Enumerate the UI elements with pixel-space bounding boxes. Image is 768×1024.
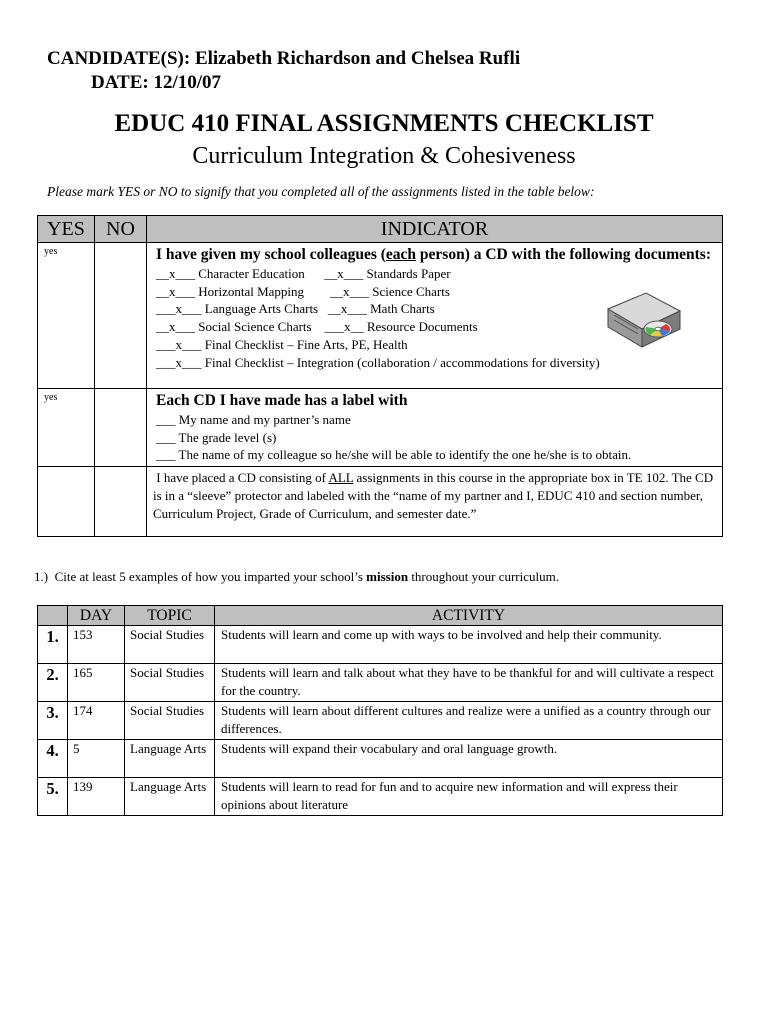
day-cell: 5	[68, 740, 125, 778]
blank-line: ___	[156, 412, 176, 427]
document-item: __x___ Horizontal Mapping __x___ Science Charts	[156, 283, 450, 299]
box-text-end: assignments in this course in the appropriate box in TE 102. The CD is in a “sleeve” protector and labeled with the “name of my partner and I, EDUC 410 and section number, Curriculum Project, Grade of Curriculum, and semester date.”	[153, 470, 714, 521]
indicator-cell	[147, 243, 723, 389]
blank-line: ___	[156, 447, 176, 463]
box-emphasis: ALL	[328, 470, 354, 486]
heading-text-end: person) a CD with the following documents:	[416, 246, 711, 263]
document-item: ___x___ Language Arts Charts __x___ Math Charts	[156, 301, 435, 317]
document-item: __x___ Character Education __x___ Standards Paper	[156, 266, 451, 281]
activity-cell: Students will learn about different cultures and realize were a unified as a country through our differences.	[215, 702, 723, 740]
activity-cell: Students will learn and talk about what they have to be thankful for and will cultivate a respect for the country.	[215, 664, 723, 702]
no-cell	[95, 389, 147, 467]
activity-cell: Students will learn to read for fun and to acquire new information and will express their opinions about literature	[215, 778, 723, 816]
topic-cell: Social Studies	[125, 626, 215, 664]
header-topic: TOPIC	[125, 606, 215, 626]
yes-cell	[38, 467, 95, 537]
checklist-row-cd-box	[38, 467, 723, 537]
box-text: I have placed a CD consisting of	[153, 470, 329, 486]
day-cell: 165	[68, 664, 125, 702]
document-item: ___x___ Final Checklist – Fine Arts, PE, Health	[156, 336, 408, 352]
question-text: 1.) Cite at least 5 examples of how you imparted your school’s	[34, 569, 367, 584]
indicator-text	[153, 470, 713, 520]
table-row	[38, 626, 723, 664]
table-row	[38, 740, 723, 778]
question-text-end: throughout your curriculum.	[408, 569, 559, 584]
mission-header-row	[38, 606, 723, 626]
indicator-heading: Each CD I have made has a label with	[156, 392, 408, 409]
yes-cell: yes	[38, 389, 95, 467]
header-yes: YES	[38, 216, 95, 243]
document-item: ___x___ Final Checklist – Integration (collaboration / accommodations for diversity)	[156, 354, 600, 370]
header-activity: ACTIVITY	[215, 606, 723, 626]
topic-cell: Language Arts	[125, 740, 215, 778]
checklist-row-cd-colleagues	[38, 243, 723, 389]
label-item-text: My name and my partner’s name	[178, 412, 351, 427]
heading-text: I have given my school colleagues (	[156, 246, 386, 263]
topic-cell: Language Arts	[125, 778, 215, 816]
row-number: 5.	[38, 778, 68, 816]
topic-cell: Social Studies	[125, 702, 215, 740]
indicator-heading	[156, 245, 716, 265]
indicator-cell	[147, 467, 723, 537]
day-cell: 174	[68, 702, 125, 740]
indicator-cell	[147, 389, 723, 467]
document-title: EDUC 410 FINAL ASSIGNMENTS CHECKLIST	[114, 110, 654, 137]
row-number: 2.	[38, 664, 68, 702]
cd-drive-icon	[604, 287, 684, 353]
table-row	[38, 778, 723, 816]
activity-cell: Students will learn and come up with ways to be involved and help their community.	[215, 626, 723, 664]
label-item-text: The grade level (s)	[178, 429, 277, 445]
question-emphasis: mission	[366, 569, 409, 584]
document-subtitle: Curriculum Integration & Cohesiveness	[192, 143, 576, 169]
blank-line: ___	[156, 429, 176, 445]
date-line: DATE: 12/10/07	[91, 72, 222, 93]
checklist-row-cd-label	[38, 389, 723, 467]
instructions: Please mark YES or NO to signify that you completed all of the assignments listed in the table below:	[47, 184, 595, 199]
label-item	[156, 429, 716, 447]
day-cell: 153	[68, 626, 125, 664]
heading-emphasis: each	[385, 246, 417, 263]
no-cell	[95, 467, 147, 537]
table-row	[38, 664, 723, 702]
row-number: 1.	[38, 626, 68, 664]
checklist-table	[37, 215, 723, 537]
document-item: __x___ Social Science Charts ___x__ Resource Documents	[156, 319, 478, 335]
row-number: 4.	[38, 740, 68, 778]
day-cell: 139	[68, 778, 125, 816]
checklist-header-row	[38, 216, 723, 243]
label-item-text: The name of my colleague so he/she will be able to identify the one he/she is to obtain.	[178, 447, 632, 463]
row-number: 3.	[38, 702, 68, 740]
header-number	[38, 606, 68, 626]
header-day: DAY	[68, 606, 125, 626]
label-item	[156, 411, 716, 429]
mission-table	[37, 605, 723, 816]
activity-cell: Students will expand their vocabulary and oral language growth.	[215, 740, 723, 778]
header-indicator: INDICATOR	[147, 216, 723, 243]
no-cell	[95, 243, 147, 389]
yes-cell: yes	[38, 243, 95, 389]
label-item	[156, 446, 716, 464]
table-row	[38, 702, 723, 740]
topic-cell: Social Studies	[125, 664, 215, 702]
header-no: NO	[95, 216, 147, 243]
question-1	[34, 569, 559, 585]
candidates-line: CANDIDATE(S): Elizabeth Richardson and Chelsea Rufli	[47, 48, 521, 69]
